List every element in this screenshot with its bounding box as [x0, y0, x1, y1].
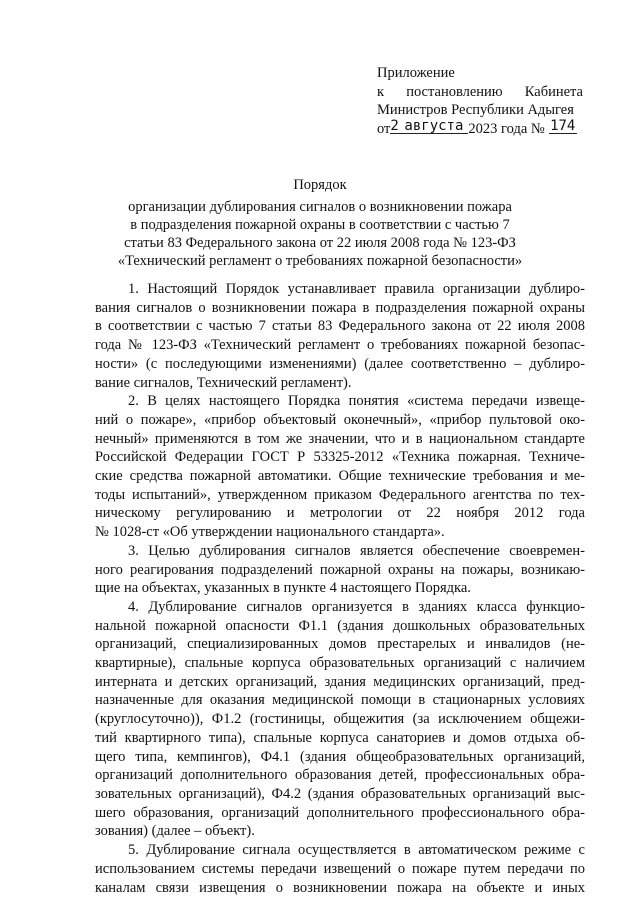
appendix-date-line: [377, 117, 583, 139]
appendix-block: [377, 64, 583, 138]
appendix-cabinet: Кабинета: [524, 83, 583, 100]
text-line: ническому регулированию и метрологии от 22 ноября 2012 года: [95, 505, 585, 522]
text-line: 1. Настоящий Порядок устанавливает правила организации дублиро-: [128, 281, 585, 297]
text-line: зования) (далее – объект).: [95, 823, 255, 840]
title-line: «Технический регламент о требованиях пожарной безопасности»: [117, 253, 523, 269]
text-line: щего типа, кемпингов), Ф4.1 (здания общеобразовательных организаций,: [95, 748, 585, 765]
text-line: ного реагирования подразделений пожарной охраны на пожары, возникаю-: [95, 561, 585, 578]
text-line: вания сигналов о возникновении пожара в подразделения пожарной охраны: [95, 299, 585, 316]
appendix-resolution-line: [377, 83, 583, 102]
title-line: организации дублирования сигналов о возникновении пожара: [128, 199, 512, 215]
paragraph-5: [95, 841, 585, 897]
text-line: зовательных организаций), Ф4.2 (здания образовательных организаций выс-: [95, 785, 585, 802]
date-from-label: от: [377, 120, 391, 137]
text-line: вание сигналов, Технический регламент).: [95, 374, 352, 391]
text-line: в соответствии с частью 7 статьи 83 Федерального закона от 22 июля 2008: [95, 318, 585, 335]
text-line: тий квартирного типа), спальные корпуса санаториев и домов отдыха об-: [95, 729, 585, 746]
document-number: 174: [550, 117, 576, 134]
text-line: ские средства пожарной автоматики. Общие технические требования и ме-: [95, 468, 585, 485]
text-line: нальной пожарной опасности Ф1.1 (здания дошкольных образовательных: [95, 617, 585, 634]
text-line: 3. Целью дублирования сигналов является обеспечение своевремен-: [128, 542, 585, 559]
text-line: щие на объектах, указанных в пункте 4 настоящего Порядка.: [95, 580, 471, 597]
text-line: назначенные для оказания медицинской помощи в стационарных условиях: [95, 692, 585, 709]
appendix-ministers: Министров Республики Адыгея: [377, 102, 574, 118]
text-line: (круглосуточно)), Ф1.2 (гостиницы, общежития (за исключением общежи-: [95, 711, 585, 728]
text-line: Российской Федерации ГОСТ Р 53325-2012 «Техника пожарная. Техниче-: [95, 449, 585, 466]
title-line: статьи 83 Федерального закона от 22 июля 2008 года № 123-ФЗ: [124, 235, 516, 251]
paragraph-3: [95, 542, 585, 598]
document-title: [100, 176, 540, 270]
appendix-resolution: постановлению: [406, 83, 503, 100]
text-line: 5. Дублирование сигнала осуществляется в автоматическом режиме с: [128, 842, 585, 859]
title-line: в подразделения пожарной охраны в соответствии с частью 7: [130, 217, 510, 233]
appendix-k: к: [377, 83, 385, 100]
paragraph-2: [95, 392, 585, 542]
text-line: квартирные), спальные корпуса образовательных организаций с наличием: [95, 655, 585, 672]
date-month: августа: [402, 119, 468, 134]
text-line: года № 123-ФЗ «Технический регламент о требованиях пожарной безопас-: [95, 337, 585, 354]
text-line: нечный» применяются в том же значении, что и в национальном стандарте: [95, 430, 585, 447]
text-line: интерната и детских организаций, здания медицинских организаций, пред-: [95, 673, 585, 690]
text-line: ний о пожаре», «прибор объектовый оконечный», «прибор пультовой око-: [95, 411, 585, 428]
text-line: шего образования, организаций дополнительного профессионального обра-: [95, 804, 585, 821]
text-line: каналам связи извещения о возникновении пожара на объекте и иных: [95, 879, 585, 896]
document-body: [95, 280, 585, 897]
text-line: организаций, специализированных домов престарелых и инвалидов (не-: [95, 636, 585, 653]
text-line: использованием системы передачи извещений о пожаре путем передачи по: [95, 860, 585, 877]
text-line: ности» (с последующими изменениями) (далее соответственно – дублиро-: [95, 355, 585, 372]
date-day: 2: [390, 119, 402, 134]
text-line: № 1028-ст «Об утверждении национального стандарта».: [95, 524, 445, 541]
text-line: организаций дополнительного образования детей, профессиональных обра-: [95, 767, 585, 784]
paragraph-4: [95, 598, 585, 841]
date-year-number-label: 2023 года №: [468, 120, 545, 137]
text-line: 4. Дублирование сигналов организуется в зданиях класса функцио-: [128, 598, 585, 615]
text-line: тоды испытаний», утвержденном приказом Федерального агентства по тех-: [95, 486, 585, 503]
appendix-label: Приложение: [377, 65, 455, 81]
text-line: 2. В целях настоящего Порядка понятия «система передачи извеще-: [128, 393, 585, 410]
paragraph-1: [95, 280, 585, 392]
title-heading: Порядок: [293, 177, 347, 193]
